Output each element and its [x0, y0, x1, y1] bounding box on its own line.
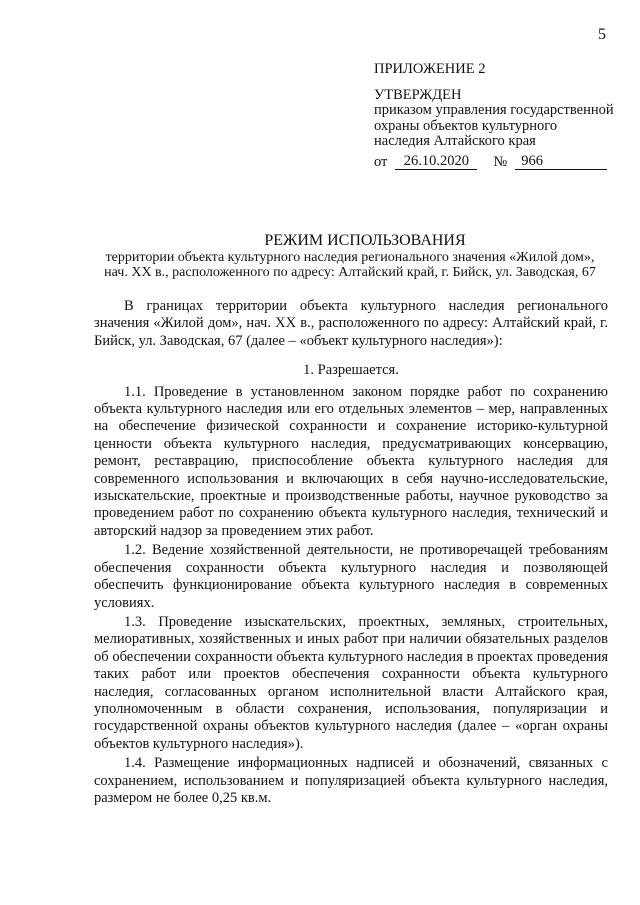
order-number: 966 [515, 154, 607, 171]
date-label: от [374, 153, 388, 170]
clause-1-4: 1.4. Размещение информационных надписей и обозначений, связанных с сохранением, использованием и популяризацией объекта культурного наследия, размером не более 0,25 кв.м. [94, 755, 608, 806]
order-reference [374, 154, 614, 171]
section-heading: 1. Разрешается. [303, 362, 399, 379]
document-title [0, 232, 640, 250]
title-text: РЕЖИМ ИСПОЛЬЗОВАНИЯ [264, 232, 466, 249]
page-number: 5 [598, 26, 606, 43]
order-date: 26.10.2020 [395, 154, 477, 171]
appendix-label: ПРИЛОЖЕНИЕ 2 [374, 61, 486, 77]
approval-authority: приказом управления государственной охраны объектов культурного наследия Алтайского края [374, 102, 614, 149]
document-subtitle: территории объекта культурного наследия регионального значения «Жилой дом», нач. XX в., расположенного по адресу: Алтайский край, г. Бийск, ул. Заводская, 67 [104, 250, 596, 280]
clause-1-3: 1.3. Проведение изыскательских, проектных, земляных, строительных, мелиоративных, хозяйственных и иных работ при наличии обязательных разделов об обеспечении сохранности объекта культурного наследия в проектах проведения таких работ или проектов обеспечения сохранности объекта культурного наследия, согласованных органом исполнительной власти Алтайского края, уполномоченным в области сохранения, использования, популяризации и государственной охраны объектов культурного наследия (далее – «орган охраны объектов культурного наследия»). [94, 613, 608, 752]
clause-1-2: 1.2. Ведение хозяйственной деятельности, не противоречащей требованиям обеспечения сохранности объекта культурного наследия и позволяющей обеспечить функционирование объекта культурного наследия в современных условиях. [94, 542, 608, 611]
approval-block [374, 62, 614, 170]
intro-paragraph: В границах территории объекта культурного наследия регионального значения «Жилой дом», нач. XX в., расположенного по адресу: Алтайский край, г. Бийск, ул. Заводская, 67 (далее – «объект культурного наследия»): [94, 298, 608, 349]
document-body [94, 298, 608, 807]
clause-1-1: 1.1. Проведение в установленном законом порядке работ по сохранению объекта культурного наследия или его отдельных элементов – мер, направленных на обеспечение физической сохранности и сохранение историко-культурной ценности объекта культурного наследия, предусматривающих консервацию, ремонт, реставрацию, приспособление объекта культурного наследия для современного использования и включающих в себя научно-исследовательские, изыскательские, проектные и производственные работы, научное руководство за проведением работ по сохранению объекта культурного наследия, технический и авторский надзор за проведением этих работ. [94, 383, 608, 539]
approved-label: УТВЕРЖДЕН [374, 86, 462, 103]
number-label: № [493, 153, 508, 170]
